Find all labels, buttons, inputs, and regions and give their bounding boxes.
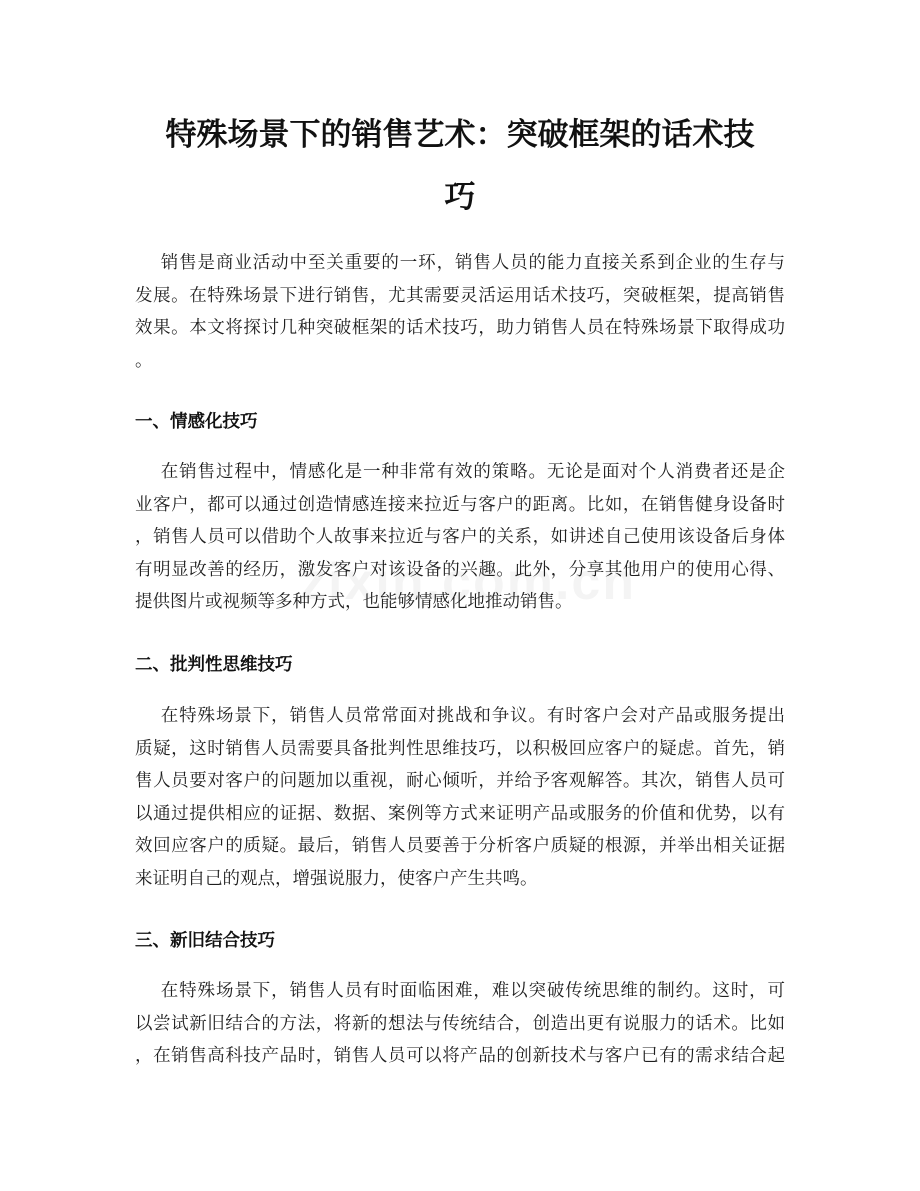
section-heading: 三、新旧结合技巧: [135, 931, 275, 951]
text-line: 效果。本文将探讨几种突破框架的话术技巧，助力销售人员在特殊场景下取得成功: [135, 318, 785, 338]
text-line: 以通过提供相应的证据、数据、案例等方式来证明产品或服务的价值和优势，以有: [135, 803, 785, 824]
text-line: 效回应客户的质疑。最后，销售人员要善于分析客户质疑的根源，并举出相关证据: [135, 836, 785, 856]
intro-paragraph: [135, 247, 785, 377]
text-line: ，在销售高科技产品时，销售人员可以将产品的创新技术与客户已有的需求结合起: [135, 1046, 785, 1066]
text-line: 。: [135, 350, 153, 371]
section-heading: 二、批判性思维技巧: [135, 655, 293, 675]
section-paragraph: [135, 456, 785, 619]
text-line: 提供图片或视频等多种方式，也能够情感化地推动销售。: [135, 592, 573, 612]
text-line: 以尝试新旧结合的方法，将新的想法与传统结合，创造出更有说服力的话术。比如: [135, 1013, 785, 1034]
title-line: 特殊场景下的销售艺术：突破框架的话术技: [165, 117, 755, 153]
section-paragraph: [135, 975, 785, 1073]
section-heading: 一、情感化技巧: [135, 412, 258, 432]
text-line: 在特殊场景下，销售人员常常面对挑战和争议。有时客户会对产品或服务提出: [135, 706, 785, 726]
text-line: 售人员要对客户的问题加以重视，耐心倾听，并给予客观解答。其次，销售人员可: [135, 771, 785, 791]
text-line: 来证明自己的观点，增强说服力，使客户产生共鸣。: [135, 868, 538, 889]
text-line: 销售是商业活动中至关重要的一环，销售人员的能力直接关系到企业的生存与: [135, 253, 785, 273]
text-line: 发展。在特殊场景下进行销售，尤其需要灵活运用话术技巧，突破框架，提高销售: [135, 285, 785, 306]
section-paragraph: [135, 700, 785, 895]
text-line: 质疑，这时销售人员需要具备批判性思维技巧，以积极回应客户的疑虑。首先，销: [135, 738, 785, 759]
text-line: 在销售过程中，情感化是一种非常有效的策略。无论是面对个人消费者还是企: [135, 462, 785, 482]
text-line: 业客户，都可以通过创造情感连接来拉近与客户的距离。比如，在销售健身设备时: [135, 494, 785, 515]
text-line: ，销售人员可以借助个人故事来拉近与客户的关系，如讲述自己使用该设备后身体: [135, 527, 785, 547]
page-title: [100, 104, 820, 228]
title-line: 巧: [444, 179, 476, 215]
text-line: 在特殊场景下，销售人员有时面临困难，难以突破传统思维的制约。这时，可: [135, 981, 785, 1001]
text-line: 有明显改善的经历，激发客户对该设备的兴趣。此外，分享其他用户的使用心得、: [135, 559, 785, 580]
